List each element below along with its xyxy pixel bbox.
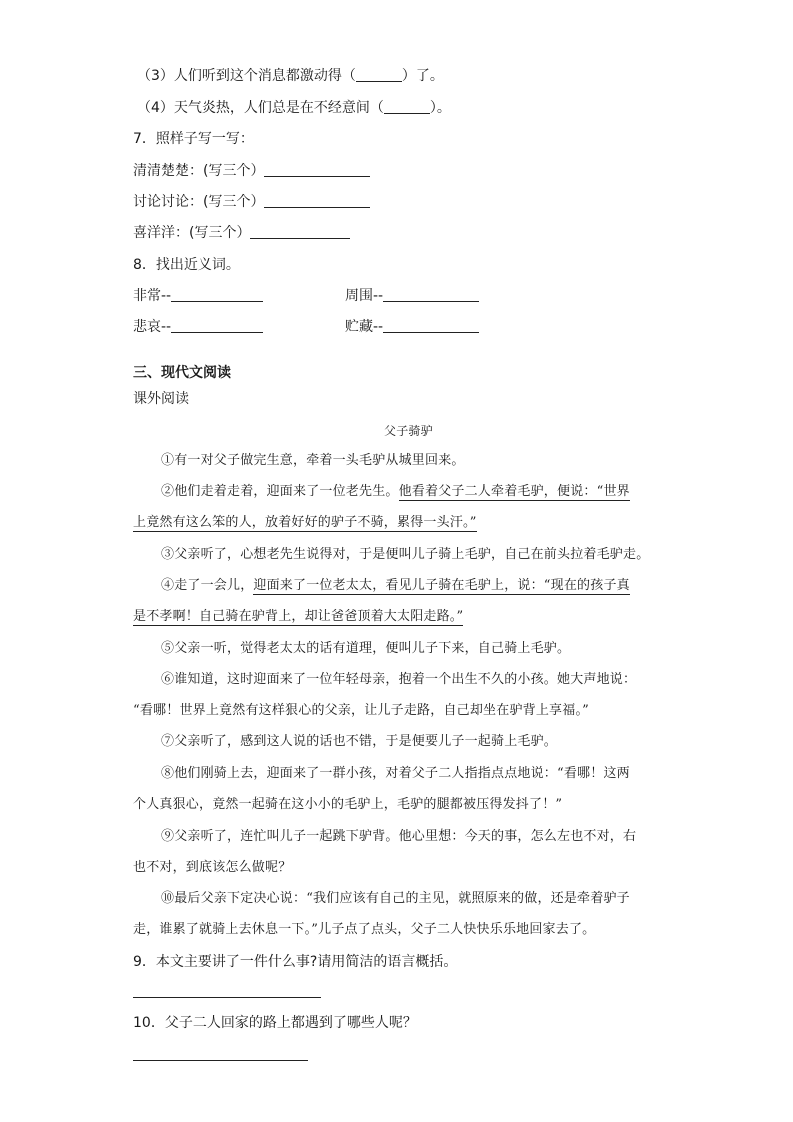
q7-row-2-blank[interactable]: [264, 193, 370, 208]
q8-pair-2-right: 贮藏--: [345, 317, 479, 337]
q9-answer-line[interactable]: [133, 997, 321, 998]
underlined-sentence: 迎面来了一位老太太，看见儿子骑在毛驴上，说：“现在的孩子真: [253, 578, 630, 593]
story-paragraph-2-line-2: [133, 513, 477, 533]
q8-pair-2-left: 悲哀--: [133, 317, 263, 337]
story-paragraph-6-line-2: “看哪！世界上竟然有这样狠心的父亲，让儿子走路，自己却坐在驴背上享福。”: [133, 703, 589, 718]
q6-item-4: （4）天气炎热，人们总是在不经意间（ ）。: [137, 100, 451, 116]
story-paragraph-2-line-1: ②他们走着走着，迎面来了一位老先生。他看着父子二人牵着毛驴，便说：“世界: [161, 484, 630, 499]
story-paragraph-9-line-2: 也不对，到底该怎么做呢？: [133, 860, 292, 875]
q7-row-2: 讨论讨论：(写三个）: [133, 192, 370, 212]
q8-pair-1-left: 非常--: [133, 286, 263, 306]
story-paragraph-4-line-2: [133, 607, 463, 627]
q8-pair-1-right: 周围--: [345, 286, 479, 306]
story-paragraph-1: ①有一对父子做完生意，牵着一头毛驴从城里回来。: [161, 453, 465, 468]
q10-answer-line[interactable]: [133, 1060, 308, 1061]
q6-item-4-blank[interactable]: [384, 99, 430, 114]
q7-row-3: 喜洋洋：(写三个）: [133, 223, 350, 243]
q8-pair-1-right-blank[interactable]: [383, 287, 479, 302]
q7-row-3-blank[interactable]: [250, 224, 350, 239]
q10-text: 10．父子二人回家的路上都遇到了哪些人呢？: [133, 1015, 417, 1031]
story-paragraph-5: ⑤父亲一听，觉得老太太的话有道理，便叫儿子下来，自己骑上毛驴。: [161, 641, 571, 656]
story-paragraph-10-line-2: 走，谁累了就骑上去休息一下。”儿子点了点头，父子二人快快乐乐地回家去了。: [133, 922, 596, 937]
story-paragraph-8-line-1: ⑧他们刚骑上去，迎面来了一群小孩，对着父子二人指指点点地说：“看哪！这两: [161, 766, 630, 781]
section-heading: 三、现代文阅读: [133, 365, 231, 381]
story-paragraph-10-line-1: ⑩最后父亲下定决心说：“我们应该有自己的主见，就照原来的做，还是牵着驴子: [161, 891, 630, 906]
story-paragraph-7: ⑦父亲听了，感到这人说的话也不错，于是便要儿子一起骑上毛驴。: [161, 734, 558, 749]
q8-pair-1-left-blank[interactable]: [171, 287, 263, 302]
q7-row-1: 清清楚楚：(写三个）: [133, 161, 370, 181]
underlined-sentence: 是不孝啊！自己骑在驴背上，却让爸爸顶着大太阳走路。”: [133, 609, 464, 624]
section-subheading: 课外阅读: [133, 391, 189, 407]
q8-title: 8．找出近义词。: [133, 257, 240, 273]
story-paragraph-9-line-1: ⑨父亲听了，连忙叫儿子一起跳下驴背。他心里想：今天的事，怎么左也不对，右: [161, 829, 637, 844]
q8-pair-2-left-blank[interactable]: [171, 318, 263, 333]
q8-pair-2-right-blank[interactable]: [383, 318, 479, 333]
q9-text: 9．本文主要讲了一件什么事?请用简洁的语言概括。: [133, 954, 458, 970]
story-paragraph-3: ③父亲听了，心想老先生说得对，于是便叫儿子骑上毛驴，自己在前头拉着毛驴走。: [161, 547, 650, 562]
story-paragraph-8-line-2: 个人真狠心，竟然一起骑在这小小的毛驴上，毛驴的腿都被压得发抖了！”: [133, 797, 563, 812]
story-paragraph-4-line-1: ④走了一会儿，迎面来了一位老太太，看见儿子骑在毛驴上，说：“现在的孩子真: [161, 578, 630, 593]
story-paragraph-6-line-1: ⑥谁知道，这时迎面来了一位年轻母亲，抱着一个出生不久的小孩。她大声地说：: [161, 672, 637, 687]
underlined-sentence: 他看着父子二人牵着毛驴，便说：“世界: [398, 484, 630, 499]
story-title: 父子骑驴: [384, 424, 433, 438]
underlined-sentence: 上竟然有这么笨的人，放着好好的驴子不骑，累得一头汗。”: [133, 515, 477, 530]
q6-item-3-blank[interactable]: [356, 67, 402, 82]
q6-item-3: （3）人们听到这个消息都激动得（ ）了。: [137, 68, 444, 84]
q7-row-1-blank[interactable]: [264, 162, 370, 177]
q7-title: 7．照样子写一写：: [133, 131, 254, 147]
